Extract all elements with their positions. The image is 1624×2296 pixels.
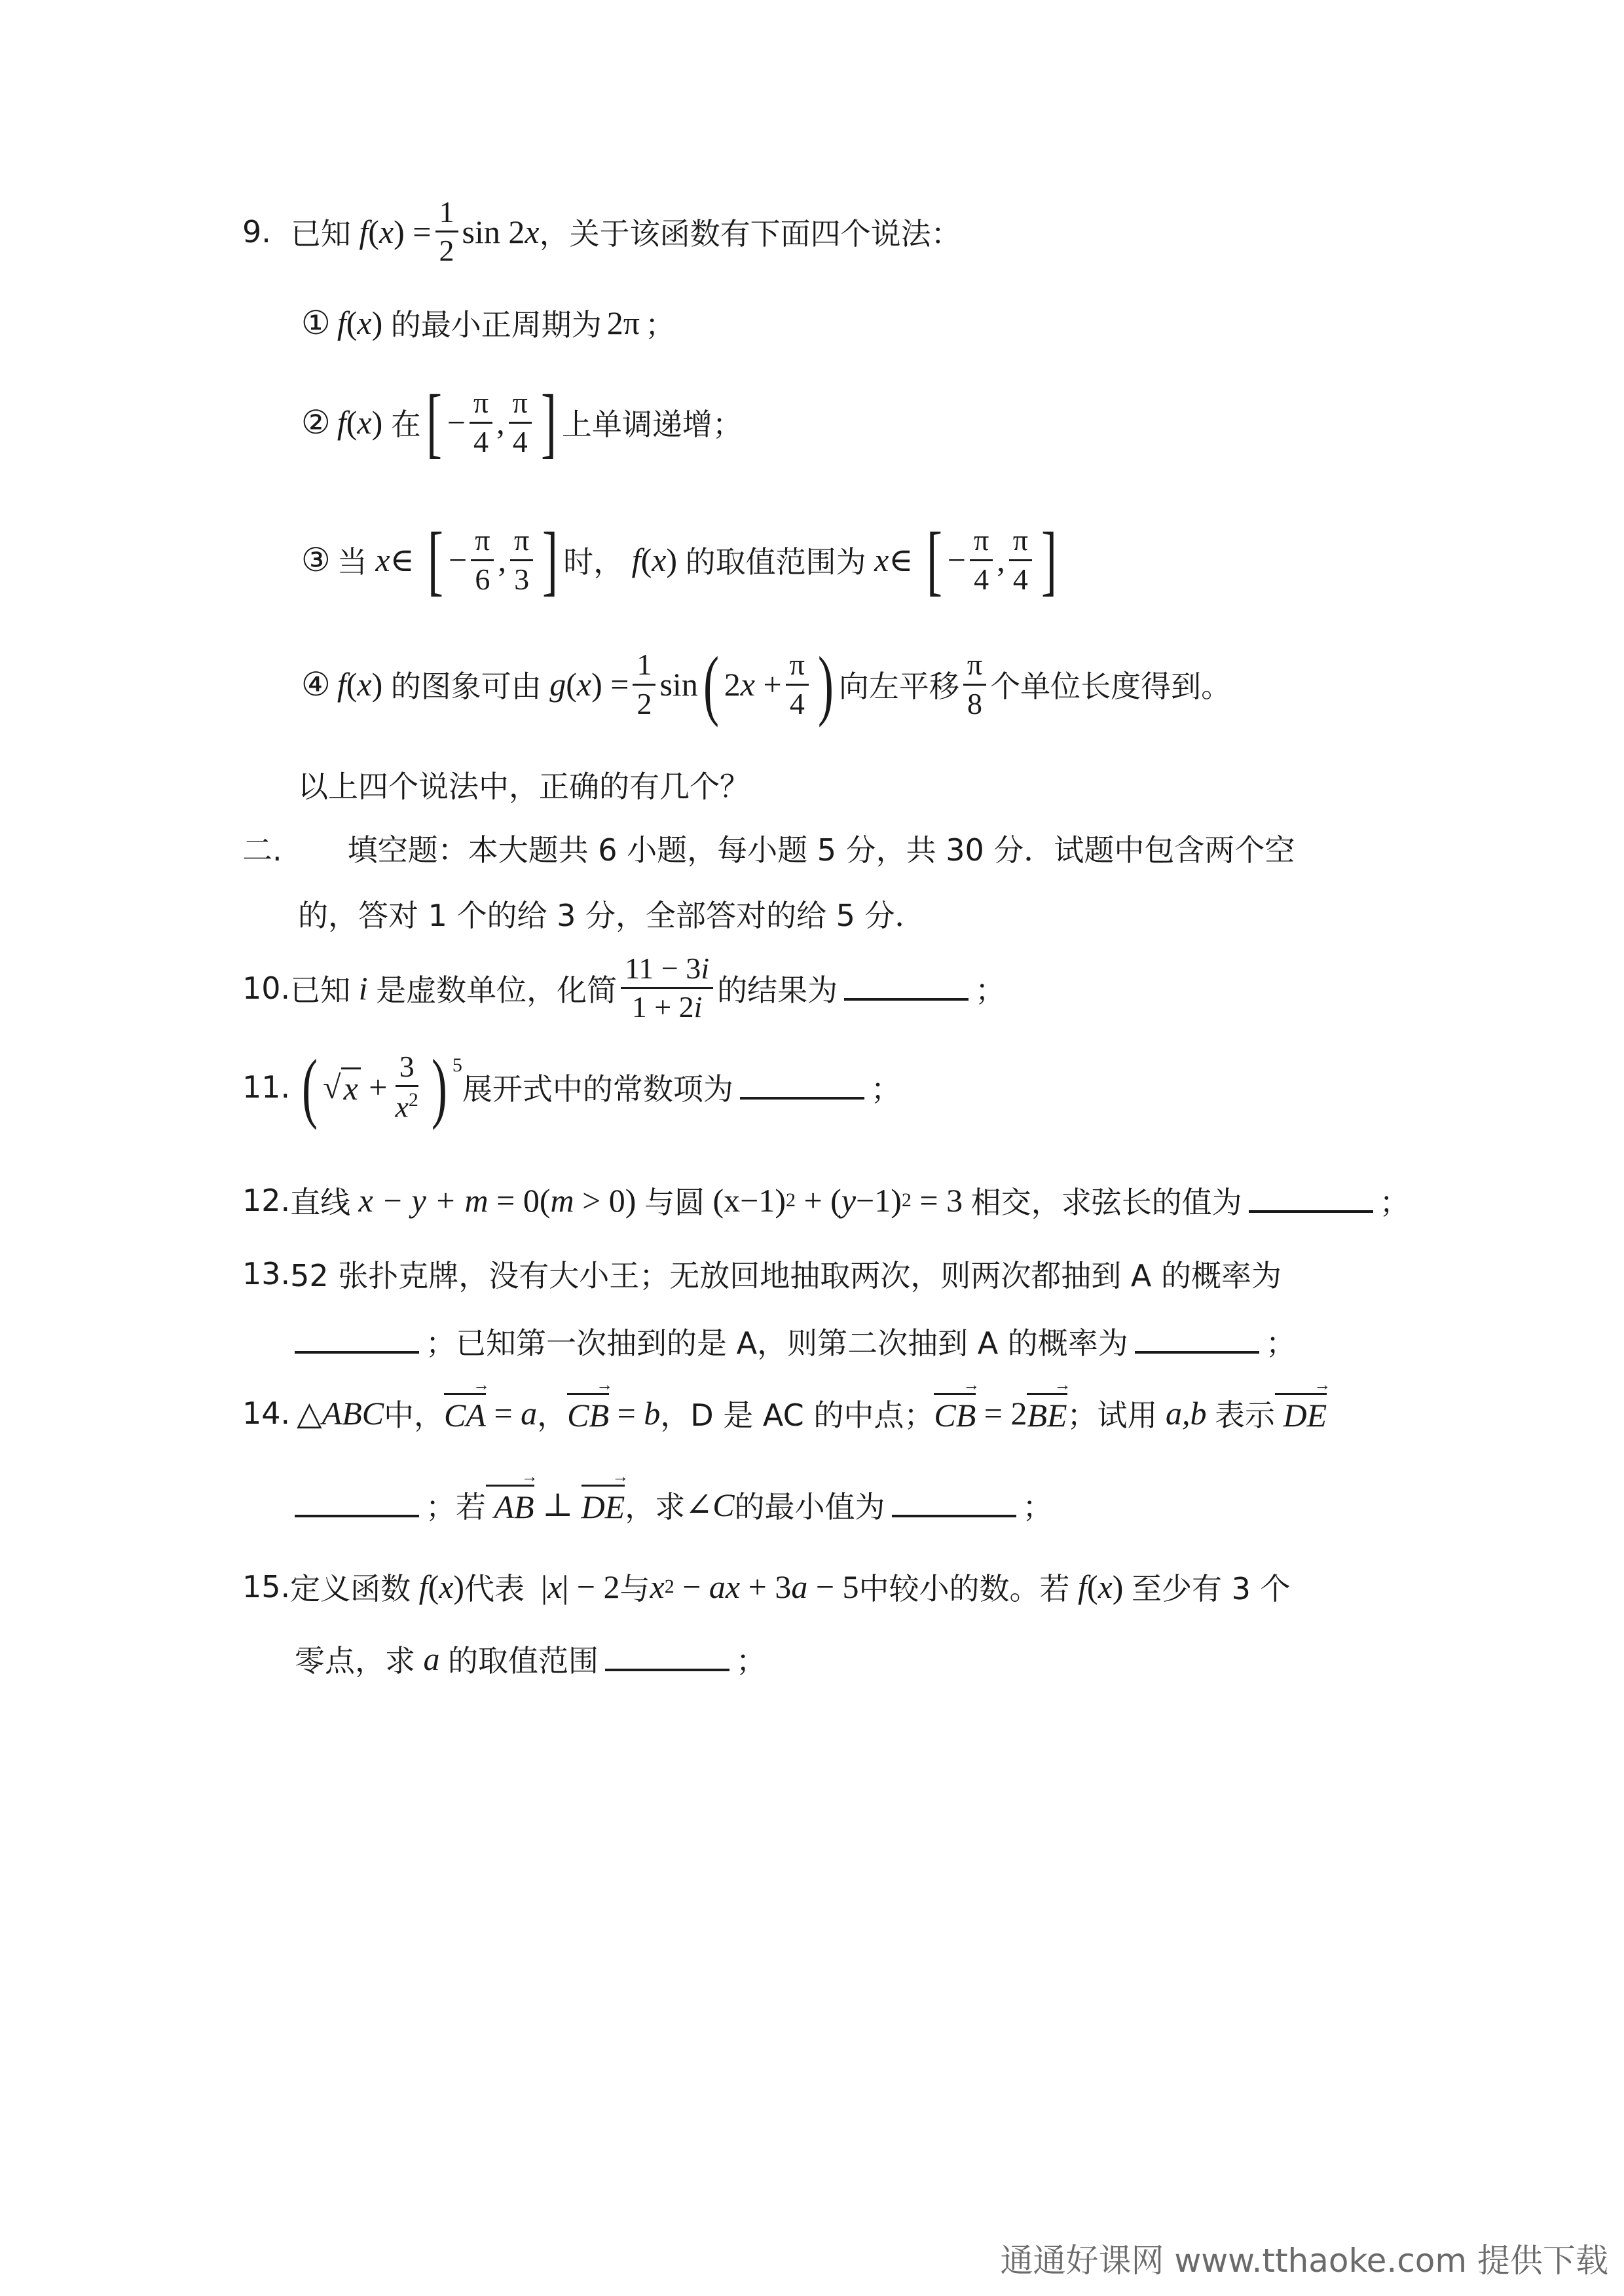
q15-line2-post: 的取值范围	[448, 1643, 599, 1678]
q10-answer-blank[interactable]	[844, 976, 969, 1001]
q11: 11. ( √ x + $\frac{3}{x^2}$ ) 5 展开式中的常数项为 ；	[242, 1043, 901, 1130]
q15-line1: 15. 定义函数 f ( x ) 代表 | x | − 2 与 x 2 − ax + 3 a − 5 中较小的数。若 f ( x ) 至少有 3 个	[242, 1565, 1290, 1608]
item-marker: ②	[301, 403, 331, 441]
q13-answer-blank-2[interactable]	[1135, 1329, 1259, 1354]
item3-mid2: 的取值范围为	[685, 544, 866, 580]
q11-answer-blank[interactable]	[740, 1075, 864, 1100]
q14-end: ；	[1022, 1489, 1053, 1525]
q13-line1	[242, 1252, 1282, 1295]
q13-text2: ；已知第一次抽到的是 A，则第二次抽到 A 的概率为	[426, 1325, 1128, 1361]
q10-pre: 已知	[290, 972, 351, 1008]
q12-pre: 直线	[290, 1185, 351, 1220]
q11-number: 11.	[242, 1069, 291, 1105]
q14-p2: ，	[537, 1398, 568, 1433]
q14-answer-blank-2[interactable]	[892, 1492, 1016, 1517]
q14-mid: ；若	[426, 1489, 486, 1525]
item-marker: ④	[301, 665, 331, 703]
item-marker: ①	[301, 304, 331, 342]
q15-mid: 代表	[464, 1571, 525, 1606]
section2-number: 二.	[242, 832, 282, 868]
q12-mid: 与圆	[644, 1185, 705, 1220]
q9-item-1: ① f ( x ) 的最小正周期为 2π ；	[301, 301, 675, 344]
item4-text: 的图象可由	[390, 669, 542, 704]
q9-formula-f: f	[350, 213, 369, 250]
q15-answer-blank[interactable]	[605, 1646, 729, 1671]
q14-line1: 14. △ ABC 中， CA → = a ， CB → = b ，D 是 AC 的中点； CB → = 2 BE → ；试用 a,b 表示 DE →	[242, 1392, 1327, 1435]
item4-mid: 向左平移	[838, 669, 959, 704]
q10: 10. 已知 i 是虚数单位，化简 $\frac{11 - 3i}{1 + 2i}$ 的结果为 ；	[242, 952, 1006, 1024]
item2-text: 在	[390, 407, 421, 442]
q9-stem-pre: 已知	[290, 215, 351, 251]
q12-end: ；	[1379, 1185, 1410, 1220]
footer-watermark: 通通好课网 www.tthaoke.com 提供下载	[1000, 2242, 1608, 2280]
q14-p1: 中，	[384, 1398, 445, 1433]
q15-post: 至少有 3 个	[1131, 1571, 1291, 1606]
q10-mid: 是虚数单位，化简	[376, 972, 618, 1008]
q10-post: 的结果为	[717, 972, 838, 1008]
item1-end: ；	[645, 307, 675, 343]
item1-text: 的最小正周期为	[390, 307, 602, 343]
section2-heading	[242, 826, 1295, 870]
q14-number: 14.	[242, 1396, 291, 1431]
q14-p4: ；试用	[1067, 1398, 1158, 1433]
q10-end: ；	[975, 972, 1006, 1008]
section2-line2: 的，答对 1 个的给 3 分，全部答对的给 5 分．	[298, 898, 925, 933]
q15-mid3: 中较小的数。若	[858, 1571, 1070, 1606]
q9-fraction-half: $\frac{1}{2}$	[435, 196, 458, 267]
q14-mid2: ，求	[625, 1489, 686, 1525]
q9-question: 以上四个说法中，正确的有几个？	[298, 769, 750, 804]
q14-answer-blank-1[interactable]	[295, 1492, 419, 1517]
item3-mid: 时，	[563, 544, 624, 580]
q9-item-4: ④ f ( x ) 的图象可由 g ( x ) = $\frac{1}{2}$ sin ( 2 x + $\frac{\pi}{4}$ ) 向左平移 $\frac{\pi}{8}$ 个单位长度得到。	[301, 640, 1232, 728]
item1-period-value: 2π	[606, 305, 640, 341]
q15-mid2: 与	[619, 1571, 650, 1606]
q11-post: 展开式中的常数项为	[462, 1071, 733, 1107]
q11-end: ；	[870, 1071, 901, 1107]
q15-number: 15.	[242, 1569, 291, 1604]
q9-item-3: ③ 当 x ∈ [ − $\frac{\pi}{6}$ , $\frac{\pi}{3}$ ] 时， f ( x ) 的取值范围为 x ∈ [ − $\frac{\pi}{4}$ , $\frac{\pi}{4}$ ]	[301, 516, 1057, 603]
q9-stem-post: ，关于该函数有下面四个说法：	[539, 215, 961, 251]
q13-answer-blank-1[interactable]	[295, 1329, 419, 1354]
q14-p3: ，D 是 AC 的中点；	[660, 1398, 934, 1433]
q14-p5: 表示	[1215, 1398, 1276, 1433]
q12: 12. 直线 x − y + m = 0( m > 0) 与圆 (x−1) 2 + ( y −1) 2 = 3 相交，求弦长的值为 ；	[242, 1179, 1410, 1222]
item4-end: 个单位长度得到。	[990, 669, 1232, 704]
q15-pre: 定义函数	[290, 1571, 411, 1606]
q13-text1: 52 张扑克牌，没有大小王；无放回地抽取两次，则两次都抽到 A 的概率为	[290, 1258, 1282, 1293]
q12-number: 12.	[242, 1183, 291, 1218]
q15-line2: 零点，求 a 的取值范围 ；	[295, 1637, 766, 1680]
q13-number: 13.	[242, 1256, 291, 1291]
item3-text: 当	[337, 544, 367, 580]
q13-end: ；	[1265, 1325, 1296, 1361]
q12-post: 相交，求弦长的值为	[970, 1185, 1242, 1220]
q14-post: 的最小值为	[734, 1489, 885, 1525]
q13-line2	[295, 1320, 1296, 1363]
q9-item-2: ② f ( x ) 在 [ − $\frac{\pi}{4}$ , $\frac{\pi}{4}$ ] 上单调递增；	[301, 379, 743, 466]
q15-line2-pre: 零点，求	[295, 1643, 415, 1678]
q15-end: ；	[736, 1643, 766, 1678]
q14-line2: ；若 AB → ⊥ DE → ，求 ∠ C 的最小值为 ；	[295, 1483, 1053, 1527]
item-marker: ③	[301, 541, 331, 579]
q12-answer-blank[interactable]	[1249, 1188, 1373, 1213]
q10-number: 10.	[242, 970, 291, 1006]
q9-stem: 9. 已知 f ( x ) = $\frac{1}{2}$ sin 2 x ，关于该函数有下面四个说法：	[242, 195, 961, 268]
q9-number: 9.	[242, 213, 271, 250]
section2-line1: 填空题：本大题共 6 小题，每小题 5 分，共 30 分．试题中包含两个空	[347, 832, 1295, 868]
item2-end: 上单调递增；	[561, 407, 743, 442]
